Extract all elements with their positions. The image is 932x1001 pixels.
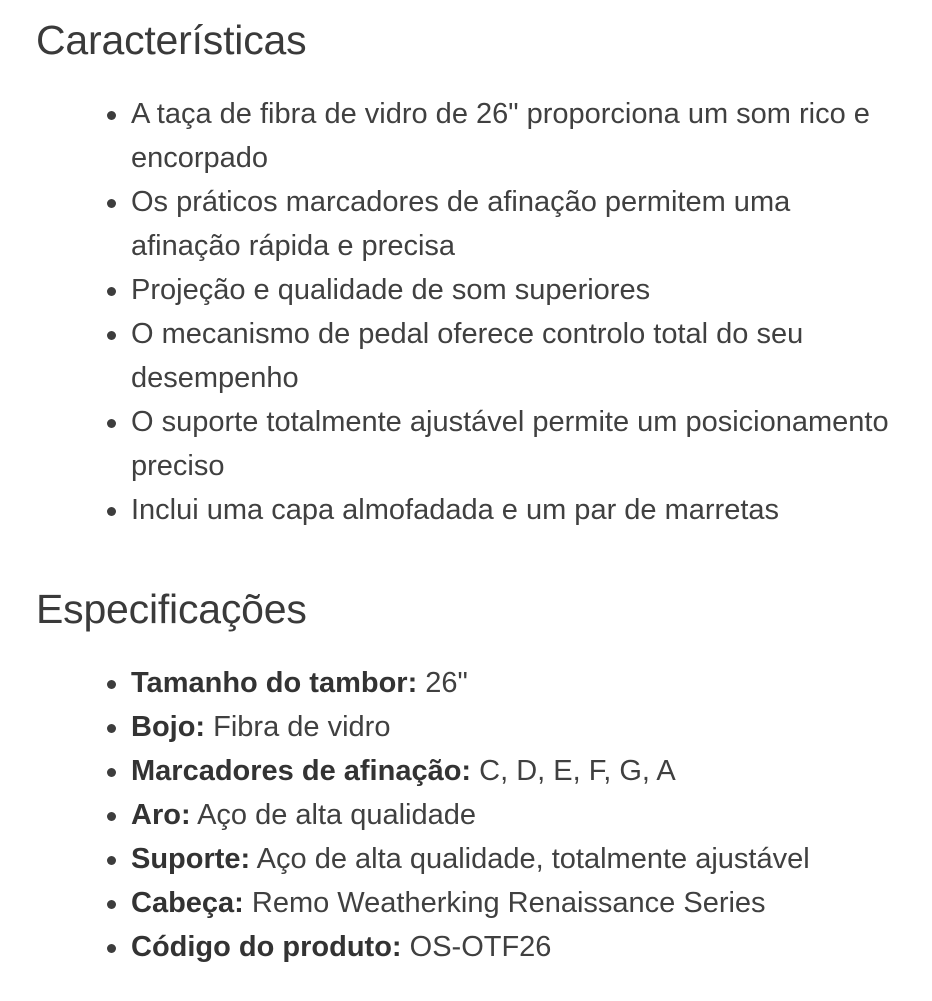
spec-item [0, 837, 890, 881]
spec-value: Remo Weatherking Renaissance Series [243, 887, 766, 919]
spec-item [0, 881, 890, 925]
spec-item [0, 793, 890, 837]
spec-value: Fibra de vidro [205, 711, 391, 743]
feature-item: Projeção e qualidade de som superiores [0, 268, 890, 312]
specs-heading: Especificações [36, 586, 307, 632]
features-list [0, 92, 890, 532]
spec-label: Bojo: [131, 711, 206, 743]
feature-item: Inclui uma capa almofadada e um par de marretas [0, 488, 890, 532]
feature-item: O suporte totalmente ajustável permite um posicionamento preciso [0, 400, 890, 488]
spec-label: Aro: [131, 799, 191, 831]
spec-item [0, 925, 890, 969]
spec-label: Tamanho do tambor: [131, 667, 418, 699]
spec-label: Código do produto: [131, 931, 402, 963]
specs-list [0, 661, 890, 969]
feature-item: Os práticos marcadores de afinação permitem uma afinação rápida e precisa [0, 180, 890, 268]
spec-label: Marcadores de afinação: [131, 755, 472, 787]
feature-item: A taça de fibra de vidro de 26" proporciona um som rico e encorpado [0, 92, 890, 180]
spec-value: OS-OTF26 [401, 931, 552, 963]
spec-label: Suporte: [131, 843, 251, 875]
spec-value: Aço de alta qualidade, totalmente ajustável [250, 843, 810, 875]
features-heading: Características [36, 17, 307, 63]
spec-value: Aço de alta qualidade [190, 799, 477, 831]
spec-item [0, 705, 890, 749]
spec-value: 26" [417, 667, 468, 699]
spec-item [0, 661, 890, 705]
spec-value: C, D, E, F, G, A [471, 755, 676, 787]
spec-item [0, 749, 890, 793]
spec-label: Cabeça: [131, 887, 244, 919]
feature-item: O mecanismo de pedal oferece controlo total do seu desempenho [0, 312, 890, 400]
